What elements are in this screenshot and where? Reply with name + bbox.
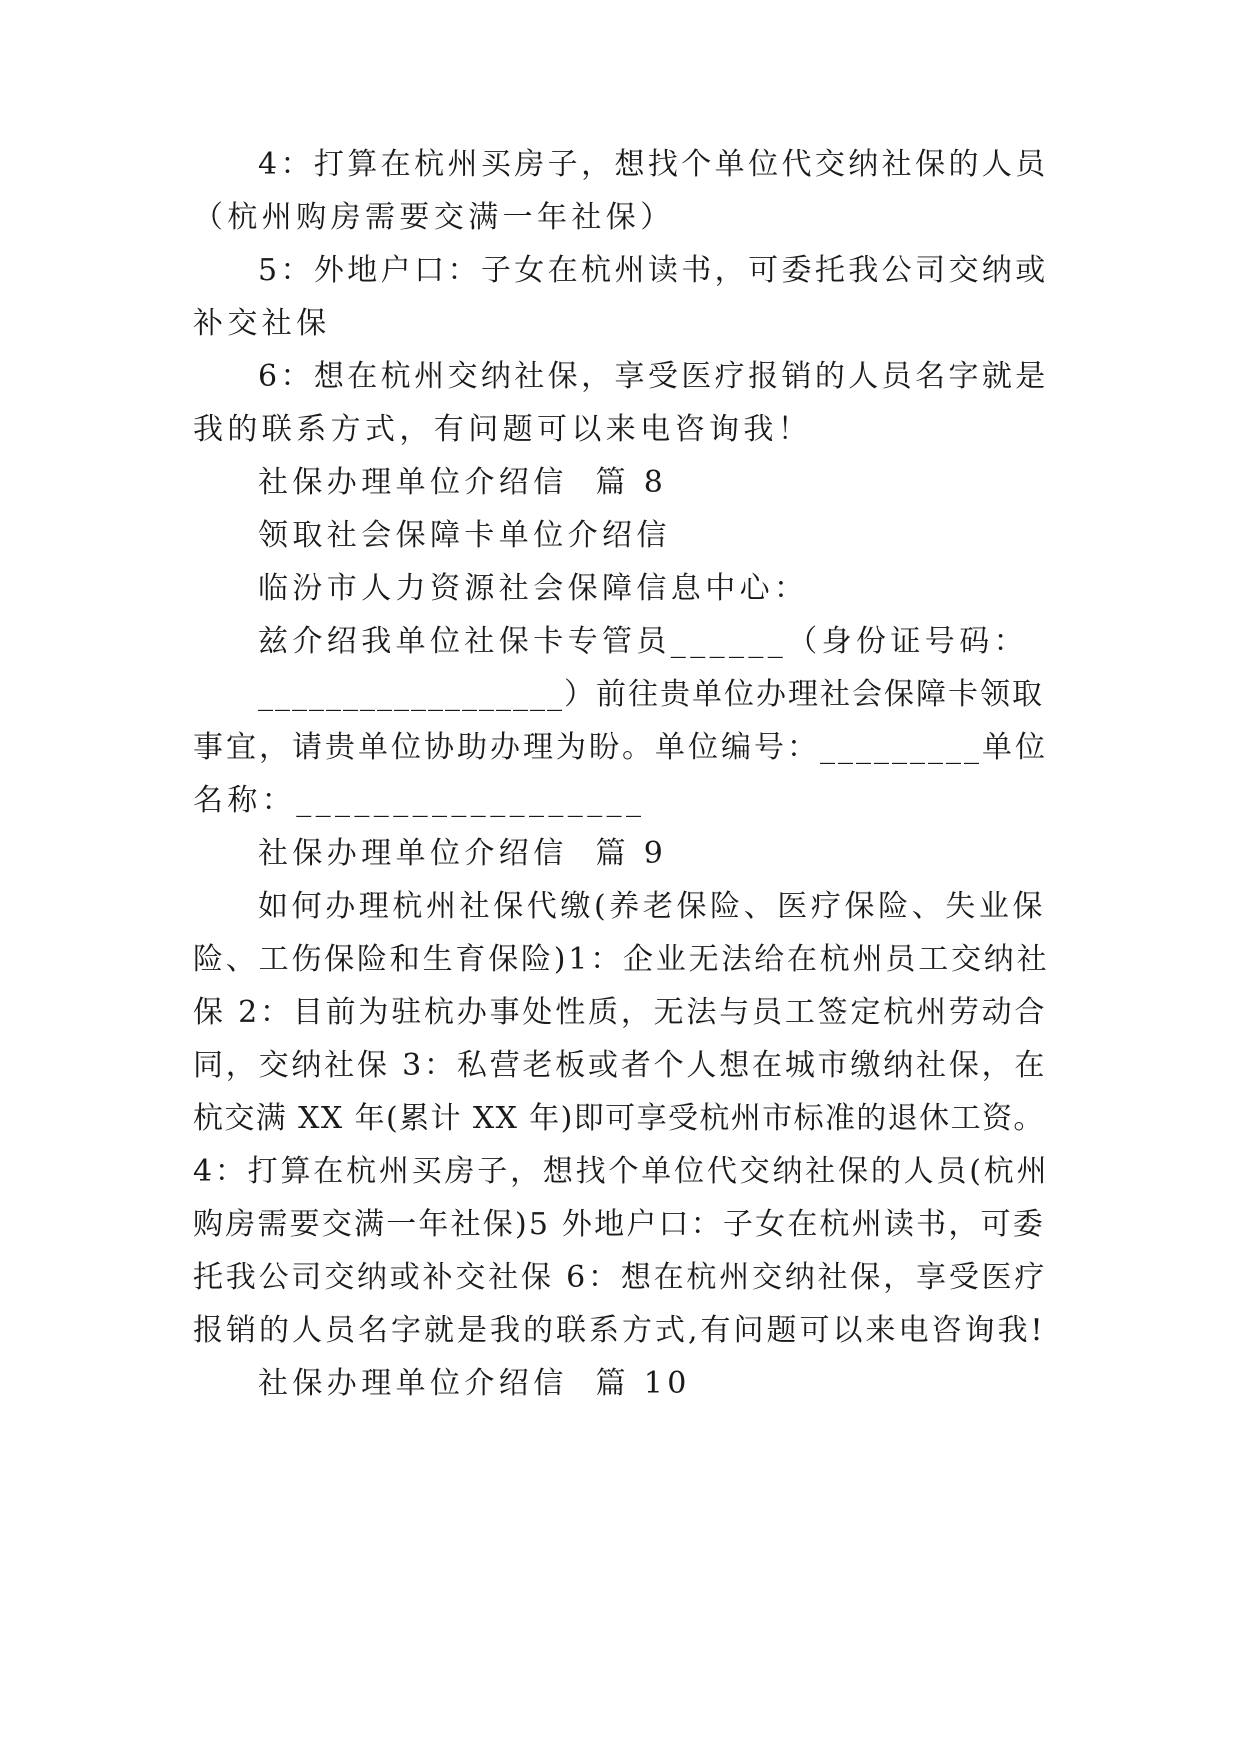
paragraph-4-line-1: 4：打算在杭州买房子，想找个单位代交纳社保的人员 (258, 147, 1049, 182)
letter-body-line-3: 事宜，请贵单位协助办理为盼。单位编号：_________单位 (193, 730, 1048, 765)
section-9-line-2: 险、工伤保险和生育保险)1：企业无法给在杭州员工交纳社 (193, 942, 1050, 977)
section-9-line-1: 如何办理杭州社保代缴(养老保险、医疗保险、失业保 (258, 889, 1047, 924)
section-9-line-9: 报销的人员名字就是我的联系方式,有问题可以来电咨询我! (193, 1313, 1046, 1348)
letter-body-line-4: 名称：__________________ (193, 783, 646, 818)
letter-recipient: 临汾市人力资源社会保障信息中心： (258, 571, 809, 606)
paragraph-5-line-1: 5：外地户口：子女在杭州读书，可委托我公司交纳或 (258, 253, 1049, 288)
letter-body-line-2: __________________）前往贵单位办理社会保障卡领取 (258, 677, 1044, 712)
section-heading-10: 社保办理单位介绍信 篇 10 (258, 1366, 691, 1401)
letter-title: 领取社会保障卡单位介绍信 (258, 518, 671, 553)
section-9-line-4: 同，交纳社保 3：私营老板或者个人想在城市缴纳社保，在 (193, 1048, 1048, 1083)
paragraph-6-line-1: 6：想在杭州交纳社保，享受医疗报销的人员名字就是 (258, 359, 1049, 394)
section-9-line-6: 4：打算在杭州买房子，想找个单位代交纳社保的人员(杭州 (193, 1154, 1050, 1189)
paragraph-5-line-2: 补交社保 (193, 306, 331, 341)
section-9-line-5: 杭交满 XX 年(累计 XX 年)即可享受杭州市标准的退休工资。 (193, 1101, 1045, 1136)
paragraph-6-line-2: 我的联系方式，有问题可以来电咨询我！ (193, 412, 813, 447)
paragraph-4-line-2: （杭州购房需要交满一年社保） (193, 200, 675, 235)
section-9-line-7: 购房需要交满一年社保)5 外地户口：子女在杭州读书，可委 (193, 1207, 1045, 1242)
section-heading-8: 社保办理单位介绍信 篇 8 (258, 465, 668, 500)
letter-body-line-1: 兹介绍我单位社保卡专管员______（身份证号码： (258, 624, 1028, 659)
section-heading-9: 社保办理单位介绍信 篇 9 (258, 836, 668, 871)
section-9-line-8: 托我公司交纳或补交社保 6：想在杭州交纳社保，享受医疗 (193, 1260, 1048, 1295)
section-9-line-3: 保 2：目前为驻杭办事处性质，无法与员工签定杭州劳动合 (193, 995, 1048, 1030)
